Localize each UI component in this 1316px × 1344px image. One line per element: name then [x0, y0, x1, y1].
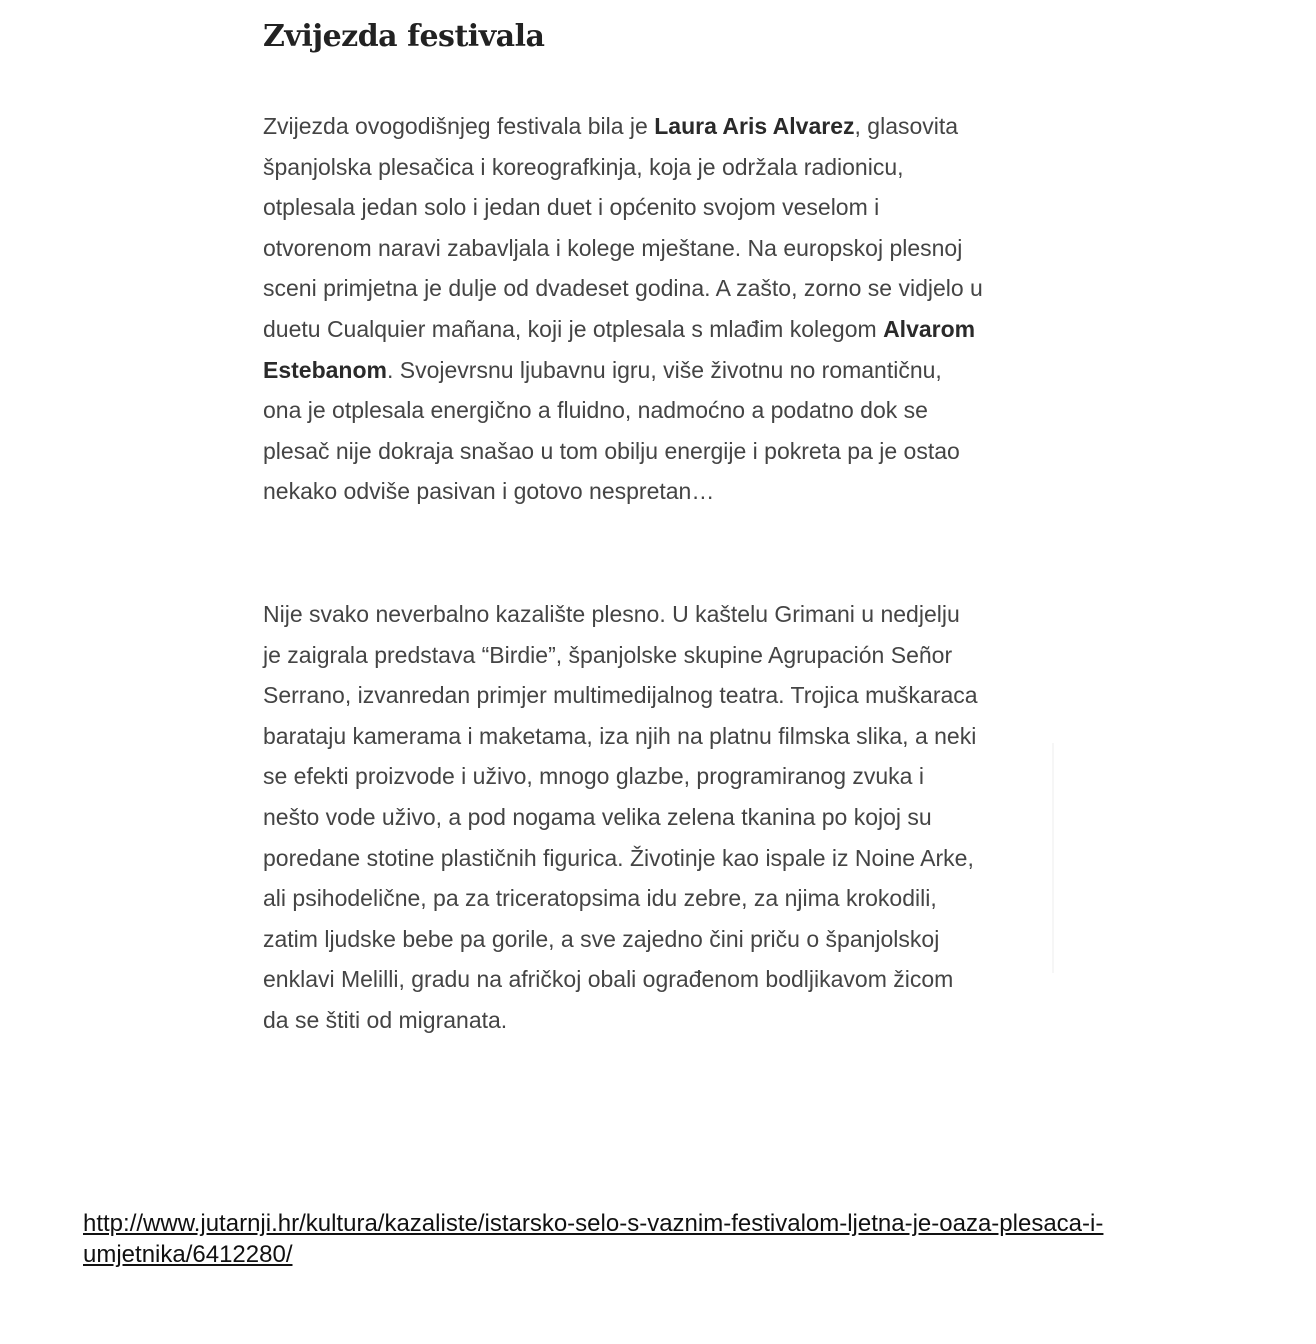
article-heading: Zvijezda festivala	[263, 19, 545, 54]
source-link-container	[83, 1208, 1223, 1270]
article	[263, 14, 983, 1033]
article-paragraph-1	[263, 106, 983, 512]
paragraph-text: , glasovita španjolska plesačica i koreografkinja, koja je održala radionicu, otplesala jedan solo i jedan duet i općenito svojom veselom i otvorenom naravi zabavljala i kolege mještane. Na europskoj plesnoj sceni primjetna je dulje od dvadeset godina. A zašto, zorno se vidjelo u duetu Cualquier mañana, koji je otplesala s mlađim kolegom	[263, 113, 983, 342]
screenshot-edge-divider	[1052, 743, 1054, 973]
bold-name-alvarom-estebanom: Alvarom Estebanom	[263, 315, 976, 383]
paragraph-text: Zvijezda ovogodišnjeg festivala bila je	[263, 113, 655, 139]
paragraph-text: . Svojevrsnu ljubavnu igru, više životnu no romantičnu, ona je otplesala energično a fluidno, nadmoćno a podatno dok se plesač nije dokraja snašao u tom obilju energije i pokreta pa je ostao nekako odviše pasivan i gotovo nespretan…	[263, 356, 960, 505]
article-paragraph-2: Nije svako neverbalno kazalište plesno. U kaštelu Grimani u nedjelju je zaigrala predstava “Birdie”, španjolske skupine Agrupación Señor Serrano, izvanredan primjer multimedijalnog teatra. Trojica muškaraca barataju kamerama i maketama, iza njih na platnu filmska slika, a neki se efekti proizvode i uživo, mnogo glazbe, programiranog zvuka i nešto vode uživo, a pod nogama velika zelena tkanina po kojoj su poredane stotine plastičnih figurica. Životinje kao ispale iz Noine Arke, ali psihodelične, pa za triceratopsima idu zebre, za njima krokodili, zatim ljudske bebe pa gorile, a sve zajedno čini priču o španjolskoj enklavi Melilli, gradu na afričkoj obali ograđenom bodljikavom žicom da se štiti od migranata.	[263, 601, 978, 1033]
bold-name-laura-aris-alvarez: Laura Aris Alvarez	[654, 113, 855, 139]
source-link[interactable]: http://www.jutarnji.hr/kultura/kazaliste/istarsko-selo-s-vaznim-festivalom-ljetna-je-oaza-plesaca-i-umjetnika/6412280/	[83, 1210, 1104, 1268]
